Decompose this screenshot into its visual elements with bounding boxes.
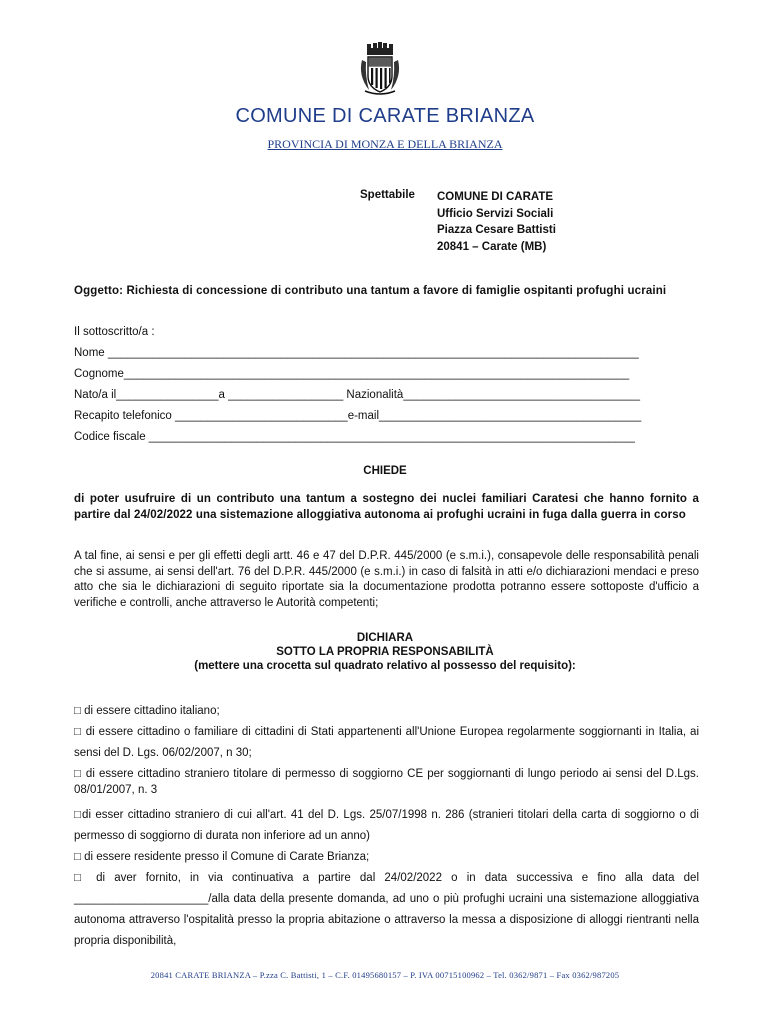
requirement-item-longterm[interactable]: □ di essere cittadino straniero titolare di permesso di soggiorno CE per soggiornanti di lungo periodo ai sensi del D.Lgs. 08/01/2007, n. 3 — [74, 768, 699, 796]
recipient-line-2: Ufficio Servizi Sociali — [437, 207, 554, 220]
requirement-item-italian[interactable]: □ di essere cittadino italiano; — [74, 705, 220, 717]
declaration-intro: A tal fine, ai sensi e per gli effetti degli artt. 46 e 47 del D.P.R. 445/2000 (e s.m.i.), consapevole delle responsabilità penali che si assume, ai sensi dell'art. 76 del D.P.R. 445/2000 (e s.m.i.) in caso di falsità in atti e/o dichiarazioni mendaci e preso atto che sia le dichiarazioni di seguito riportate sia la documentazione prodotta potranno essere sottoposte d'ufficio a verifiche e controlli, anche attraverso le Autorità competenti; — [74, 550, 699, 609]
requirement-item-hosting[interactable]: □ di aver fornito, in via continuativa a partire dal 24/02/2022 o in data successiva e fino alla data del _____________________/alla data della presente domanda, ad uno o più profughi ucraini una sistemazione alloggiativa autonoma attraverso l'ospitalità presso la propria abitazione o attraverso la messa a disposizione di alloggi rientranti nella propria disponibilità, — [74, 872, 699, 947]
requirement-item-permit[interactable]: □di esser cittadino straniero di cui all'art. 41 del D. Lgs. 25/07/1998 n. 286 (stranieri titolari della carta di soggiorno o di permesso di soggiorno di durata non inferiore ad un anno) — [74, 809, 699, 842]
undersigned-label: Il sottoscritto/a : — [74, 326, 155, 338]
responsibility-heading: SOTTO LA PROPRIA RESPONSABILITÀ — [276, 646, 494, 658]
request-text: di poter usufruire di un contributo una tantum a sostegno dei nuclei familiari Caratesi che hanno fornito a partire dal 24/02/2022 una sistemazione alloggiativa autonoma ai profughi ucraini in fuga dalla guerra in corso — [74, 493, 699, 521]
municipality-title: COMUNE DI CARATE BRIANZA — [235, 105, 535, 127]
recipient-address — [437, 189, 556, 255]
province-subtitle: PROVINCIA DI MONZA E DELLA BRIANZA — [267, 137, 503, 151]
tax-code-field[interactable]: Codice fiscale ____________________________________________________________________________ — [74, 431, 635, 443]
recipient-line-1: COMUNE DI CARATE — [437, 191, 554, 203]
surname-field[interactable]: Cognome_______________________________________________________________________________ — [74, 368, 630, 380]
recipient-label: Spettabile — [360, 189, 415, 201]
requirement-item-eu[interactable]: □ di essere cittadino o familiare di cittadini di Stati appartenenti all'Unione Europea regolarmente soggiornanti in Italia, ai sensi del D. Lgs. 06/02/2007, n 30; — [74, 726, 699, 759]
declare-heading: DICHIARA — [356, 632, 414, 644]
checkbox-instruction: (mettere una crocetta sul quadrato relativo al possesso del requisito): — [194, 660, 576, 672]
subject-line: Oggetto: Richiesta di concessione di contributo una tantum a favore di famiglie ospitanti profughi ucraini — [74, 285, 667, 297]
name-field[interactable]: Nome ___________________________________________________________________________________ — [74, 347, 639, 359]
birth-field[interactable]: Nato/a il________________a __________________ Nazionalità_____________________________________ — [74, 389, 640, 401]
coat-of-arms-logo — [357, 42, 403, 96]
recipient-line-3: Piazza Cesare Battisti — [437, 224, 556, 236]
recipient-line-4: 20841 – Carate (MB) — [437, 240, 547, 253]
contact-field[interactable]: Recapito telefonico ___________________________e-mail_________________________________________ — [74, 410, 642, 422]
request-heading: CHIEDE — [363, 465, 407, 477]
requirement-item-resident[interactable]: □ di essere residente presso il Comune di Carate Brianza; — [74, 851, 370, 863]
page-footer: 20841 CARATE BRIANZA – P.zza C. Battisti, 1 – C.F. 01495680157 – P. IVA 00715100962 – Tel. 0362/9871 – Fax 0362/987205 — [150, 970, 620, 980]
